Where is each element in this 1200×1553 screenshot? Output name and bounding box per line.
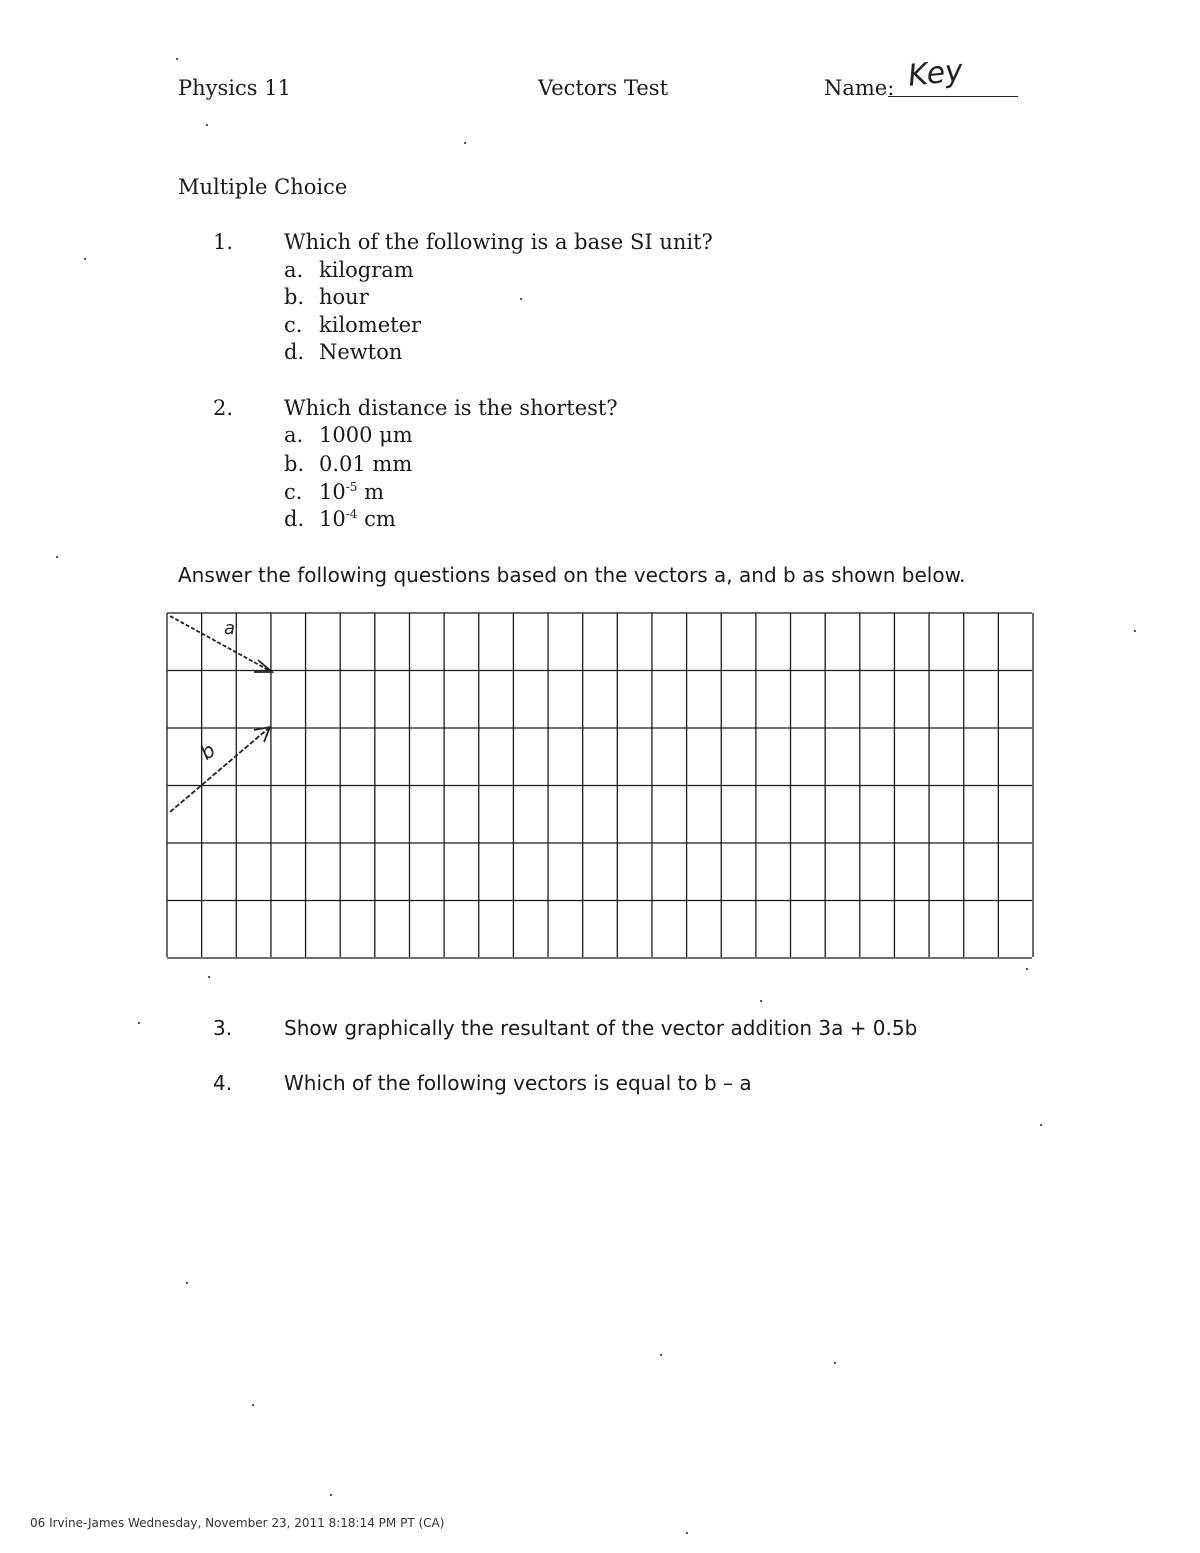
question-4-text: Which of the following vectors is equal to b – a: [284, 1071, 752, 1095]
scan-speck: [660, 1354, 662, 1356]
scan-speck: [760, 1000, 762, 1002]
scan-speck: [1026, 968, 1028, 970]
name-signature: Key: [906, 53, 965, 94]
vector-a-label: a: [224, 618, 236, 639]
vector-grid: [166, 612, 1034, 960]
print-footer: 06 Irvine-James Wednesday, November 23, 2011 8:18:14 PM PT (CA): [30, 1516, 445, 1530]
q1-option-c-text: kilometer: [319, 313, 422, 337]
q2-option-a-text: 1000 μm: [319, 423, 413, 447]
question-2-text: Which distance is the shortest?: [284, 396, 618, 420]
q2-option-a-letter: a.: [284, 423, 304, 447]
q1-option-b-text: hour: [319, 285, 369, 309]
scan-speck: [84, 258, 86, 260]
question-3-text: Show graphically the resultant of the vector addition 3a + 0.5b: [284, 1016, 918, 1040]
q2-option-b-letter: b.: [284, 452, 305, 476]
course-name: Physics 11: [178, 76, 291, 100]
scan-speck: [330, 1494, 332, 1496]
q2-option-c-text: $10^{-5}$ m: [319, 480, 385, 504]
q2-option-b-text: 0.01 mm: [319, 452, 413, 476]
q1-option-c-letter: c.: [284, 313, 303, 337]
q1-option-d-text: Newton: [319, 340, 403, 364]
scan-speck: [464, 142, 466, 144]
question-4-number: 4.: [213, 1071, 233, 1095]
scan-speck: [1134, 630, 1136, 632]
q2-option-d-letter: d.: [284, 507, 305, 531]
scan-speck: [186, 1282, 188, 1284]
vector-instructions: Answer the following questions based on the vectors a, and b as shown below.: [178, 563, 966, 587]
q1-option-a-letter: a.: [284, 258, 304, 282]
test-title: Vectors Test: [538, 76, 669, 100]
section-title: Multiple Choice: [178, 175, 348, 199]
scan-speck: [520, 298, 522, 300]
scan-speck: [56, 556, 58, 558]
q2-option-c-letter: c.: [284, 480, 303, 504]
scan-speck: [1040, 1124, 1042, 1126]
question-2-number: 2.: [213, 396, 234, 420]
q1-option-a-text: kilogram: [319, 258, 414, 282]
name-label: Name:: [824, 76, 895, 100]
grid-lines: [167, 613, 1033, 958]
q1-option-b-letter: b.: [284, 285, 305, 309]
scan-speck: [206, 124, 208, 126]
scan-speck: [834, 1362, 836, 1364]
question-1-number: 1.: [213, 230, 234, 254]
vector-b-label: b: [195, 737, 220, 765]
q2-option-d-text: $10^{-4}$ cm: [319, 507, 396, 531]
scan-speck: [252, 1404, 254, 1406]
vector-a-arrow: [170, 616, 272, 672]
scan-speck: [686, 1532, 688, 1534]
scan-speck: [138, 1022, 140, 1024]
vector-b-arrow: [170, 727, 270, 812]
question-3-number: 3.: [213, 1016, 233, 1040]
scan-speck: [176, 58, 178, 60]
name-line: [888, 96, 1018, 97]
question-1-text: Which of the following is a base SI unit?: [284, 230, 713, 254]
scan-speck: [208, 976, 210, 978]
q1-option-d-letter: d.: [284, 340, 305, 364]
